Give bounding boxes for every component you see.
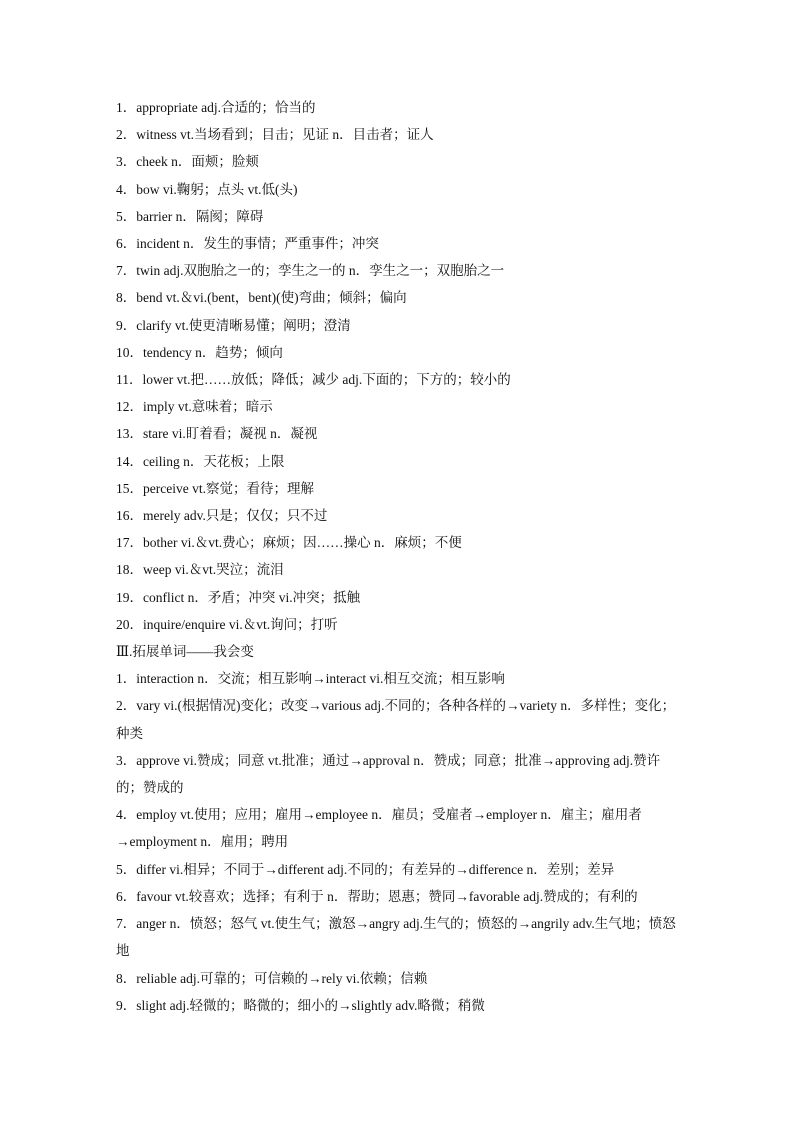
list-item: 4．employ vt.使用；应用；雇用→employee n．雇员；受雇者→employer n．雇主；雇用者→employment n．雇用；聘用	[116, 807, 642, 850]
list-item: 20．inquire/enquire vi.＆vt.询问；打听	[116, 616, 338, 632]
list-item: 11．lower vt.把……放低；降低；减少 adj.下面的；下方的；较小的	[116, 372, 511, 388]
list-item: 15．perceive vt.察觉；看待；理解	[116, 480, 314, 496]
vocabulary-page	[116, 94, 682, 1019]
list-item: 14．ceiling n．天花板；上限	[116, 453, 285, 469]
list-item: 3．cheek n．面颊；脸颊	[116, 154, 259, 170]
list-item: 7．anger n．愤怒；怒气 vt.使生气；激怒→angry adj.生气的；愤怒的→angrily adv.生气地；愤怒地	[116, 916, 676, 959]
list-item: 6．incident n．发生的事情；严重事件；冲突	[116, 236, 379, 252]
vocabulary-list-extended	[116, 665, 682, 1019]
list-item: 10．tendency n．趋势；倾向	[116, 344, 283, 360]
list-item: 7．twin adj.双胞胎之一的；孪生之一的 n．孪生之一；双胞胎之一	[116, 263, 505, 279]
list-item: 9．slight adj.轻微的；略微的；细小的→slightly adv.略微；稍微	[116, 997, 485, 1013]
list-item: 2．witness vt.当场看到；目击；见证 n．目击者；证人	[116, 127, 434, 143]
list-item: 17．bother vi.＆vt.费心；麻烦；因……操心 n．麻烦；不便	[116, 535, 462, 551]
list-item: 3．approve vi.赞成；同意 vt.批准；通过→approval n．赞成；同意；批准→approving adj.赞许的；赞成的	[116, 752, 661, 796]
list-item: 16．merely adv.只是；仅仅；只不过	[116, 508, 328, 524]
vocabulary-list-basic	[116, 94, 682, 638]
list-item: 5．barrier n．隔阂；障碍	[116, 208, 264, 224]
list-item: 12．imply vt.意味着；暗示	[116, 399, 273, 415]
list-item: 2．vary vi.(根据情况)变化；改变→various adj.不同的；各种各样的→variety n．多样性；变化；种类	[116, 698, 676, 741]
list-item: 4．bow vi.鞠躬；点头 vt.低(头)	[116, 181, 298, 197]
list-item: 8．reliable adj.可靠的；可信赖的→rely vi.依赖；信赖	[116, 970, 428, 986]
list-item: 13．stare vi.盯着看；凝视 n．凝视	[116, 426, 318, 442]
list-item: 1．appropriate adj.合适的；恰当的	[116, 100, 316, 115]
section-title: Ⅲ.拓展单词——我会变	[116, 644, 254, 660]
list-item: 1．interaction n．交流；相互影响→interact vi.相互交流；相互影响	[116, 671, 505, 687]
list-item: 19．conflict n．矛盾；冲突 vi.冲突；抵触	[116, 589, 361, 605]
list-item: 5．differ vi.相异；不同于→different adj.不同的；有差异的→difference n．差别；差异	[116, 861, 615, 877]
list-item: 9．clarify vt.使更清晰易懂；阐明；澄清	[116, 317, 351, 333]
list-item: 6．favour vt.较喜欢；选择；有利于 n．帮助；恩惠；赞同→favorable adj.赞成的；有利的	[116, 888, 638, 904]
list-item: 18．weep vi.＆vt.哭泣；流泪	[116, 562, 284, 578]
list-item: 8．bend vt.＆vi.(bent，bent)(使)弯曲；倾斜；偏向	[116, 290, 407, 306]
